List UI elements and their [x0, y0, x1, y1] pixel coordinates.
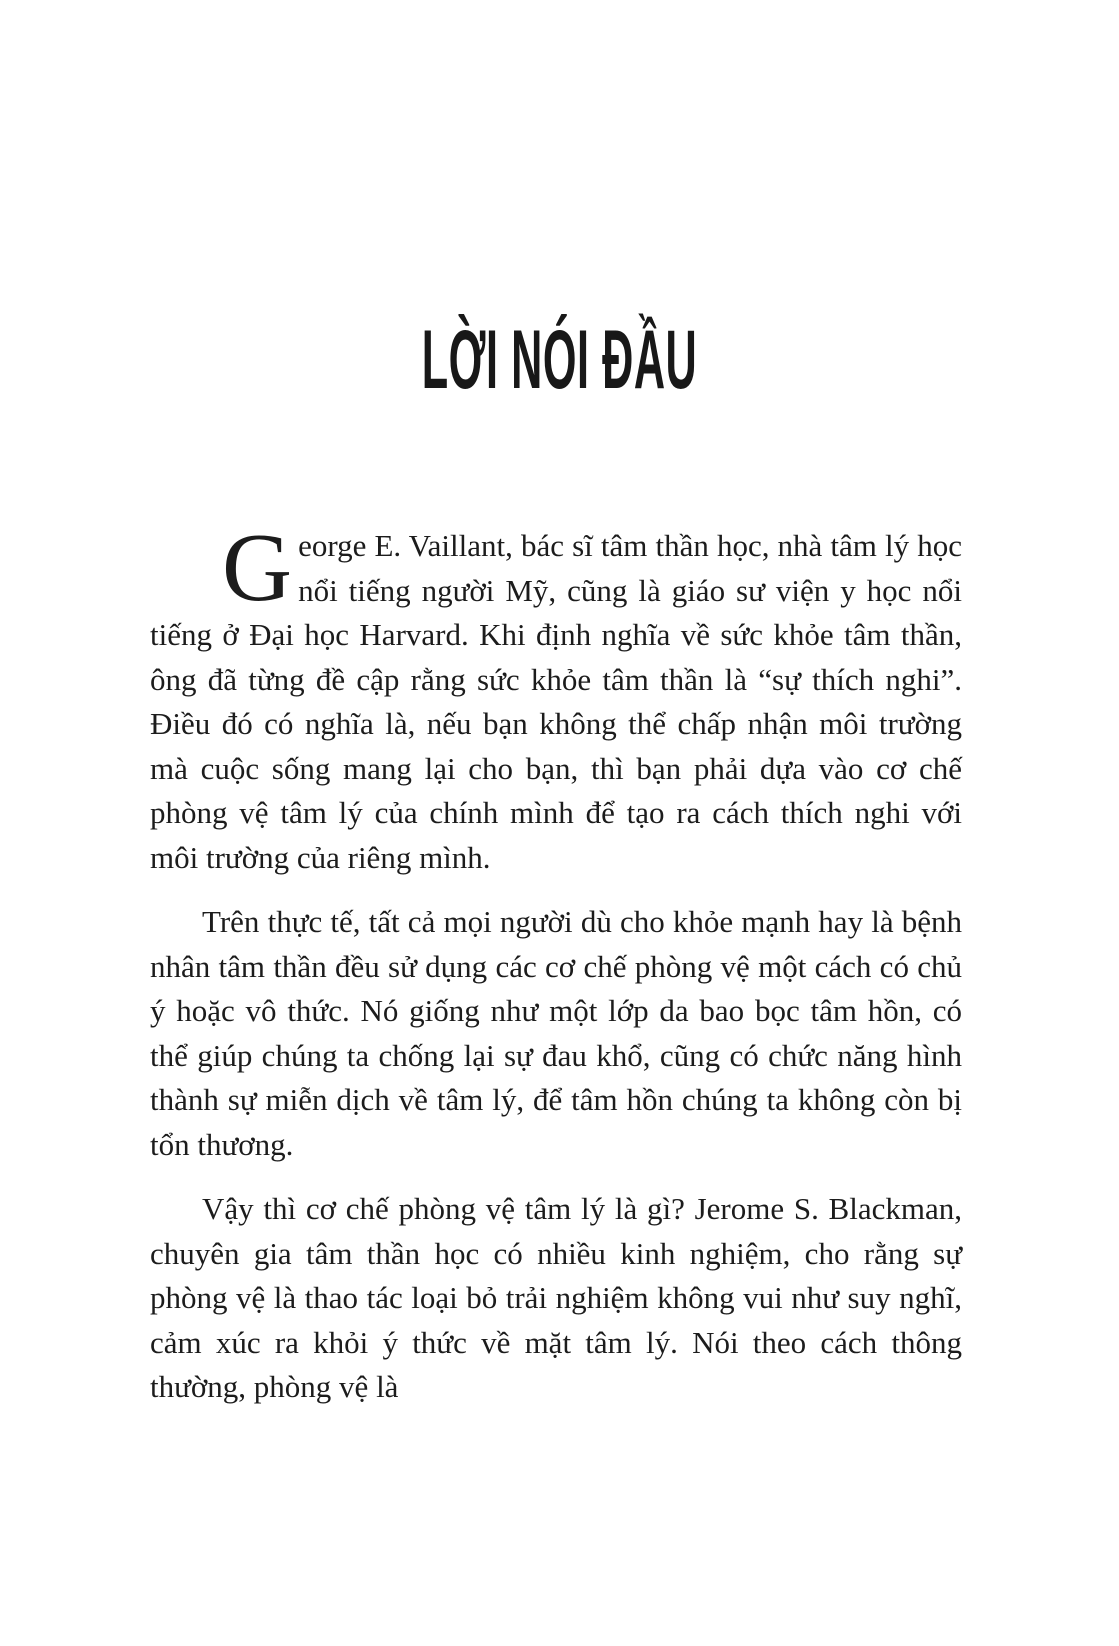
body-text [150, 514, 962, 1410]
dropcap-letter: G [222, 514, 293, 621]
paragraph-1-text: eorge E. Vaillant, bác sĩ tâm thần học, nhà tâm lý học nổi tiếng người Mỹ, cũng là giáo sư viện y học nổi tiếng ở Đại học Harvard. Khi định nghĩa về sức khỏe tâm thần, ông đã từng đề cập rằng sức khỏe tâm thần là “sự thích nghi”. Điều đó có nghĩa là, nếu bạn không thể chấp nhận môi trường mà cuộc sống mang lại cho bạn, thì bạn phải dựa vào cơ chế phòng vệ tâm lý của chính mình để tạo ra cách thích nghi với môi trường của riêng mình. [150, 528, 962, 875]
paragraph-3: Vậy thì cơ chế phòng vệ tâm lý là gì? Jerome S. Blackman, chuyên gia tâm thần học có nhiều kinh nghiệm, cho rằng sự phòng vệ là thao tác loại bỏ trải nghiệm không vui như suy nghĩ, cảm xúc ra khỏi ý thức về mặt tâm lý. Nói theo cách thông thường, phòng vệ là [150, 1191, 962, 1404]
paragraph-1 [150, 514, 962, 880]
chapter-title: LỜI NÓI ĐẦU [421, 313, 698, 406]
paragraph-2: Trên thực tế, tất cả mọi người dù cho khỏe mạnh hay là bệnh nhân tâm thần đều sử dụng các cơ chế phòng vệ một cách có chủ ý hoặc vô thức. Nó giống như một lớp da bao bọc tâm hồn, có thể giúp chúng ta chống lại sự đau khổ, cũng có chức năng hình thành sự miễn dịch về tâm lý, để tâm hồn chúng ta không còn bị tổn thương. [150, 904, 962, 1162]
